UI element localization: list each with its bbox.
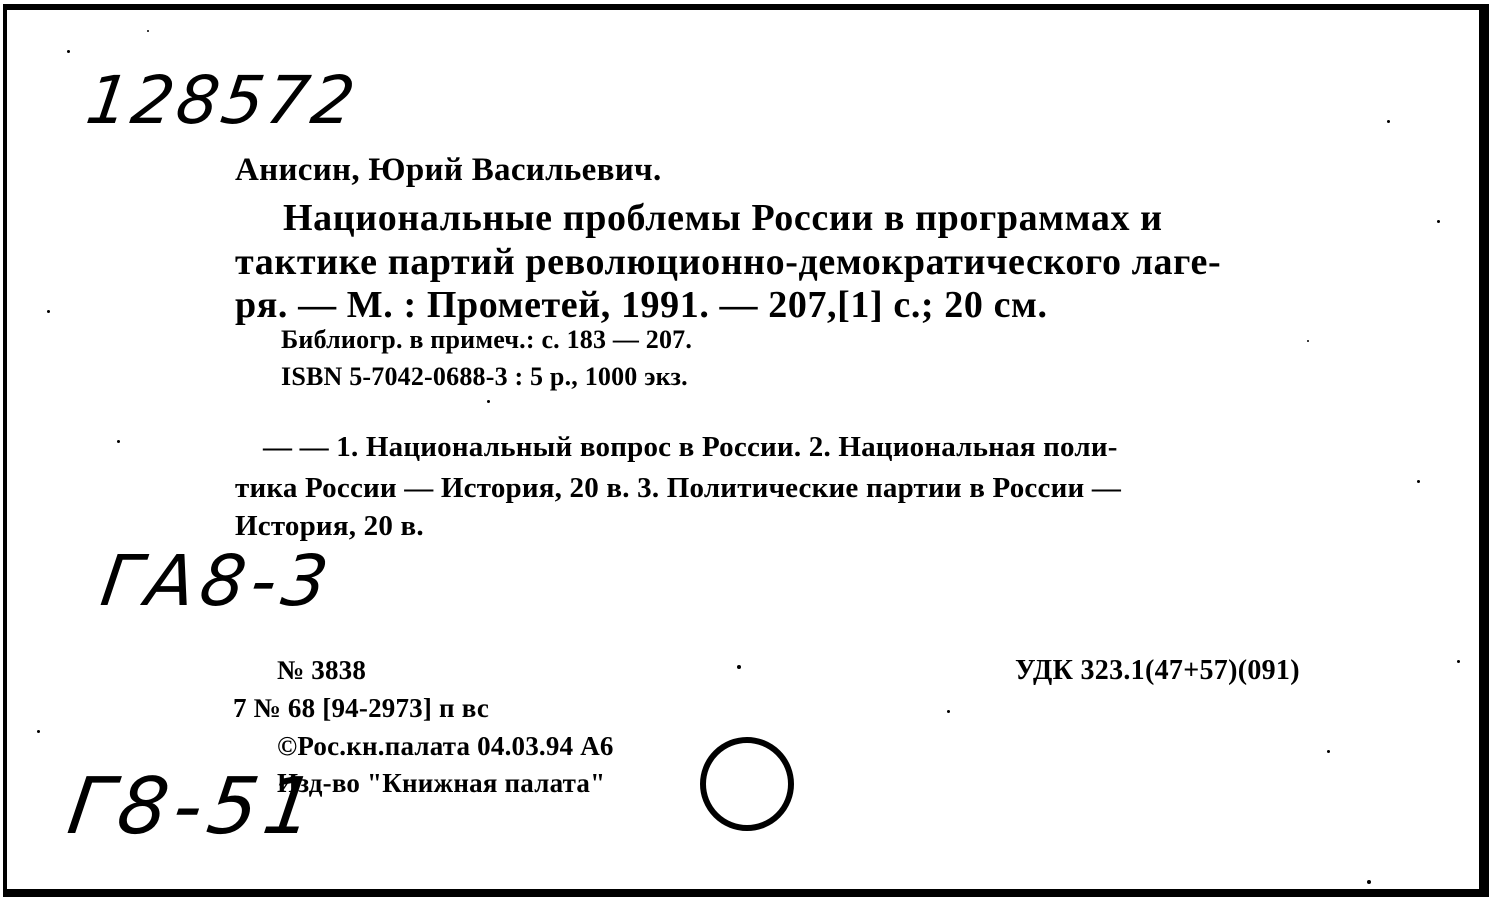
scan-speck: [1457, 660, 1460, 663]
print-run-line: 7 № 68 [94-2973] п вс: [233, 693, 490, 723]
title-line-1: Национальные проблемы России в программах и: [283, 197, 1163, 239]
scan-speck: [37, 730, 40, 733]
handwritten-shelf-mark-2: Г8-51: [62, 762, 326, 852]
scan-speck: [947, 710, 950, 713]
subject-line-1: — — 1. Национальный вопрос в России. 2. Национальная поли-: [263, 431, 1118, 463]
scan-speck: [1367, 880, 1371, 884]
scan-speck: [487, 400, 490, 403]
handwritten-accession-number: 128572: [81, 62, 363, 139]
publisher-line: Изд-во "Книжная палата": [277, 768, 606, 798]
title-line-3: ря. — М. : Прометей, 1991. — 207,[1] с.; 20 см.: [235, 284, 1048, 326]
scan-speck: [737, 665, 741, 669]
handwritten-shelf-mark-1: ГА8-3: [96, 540, 339, 622]
subject-line-2: тика России — История, 20 в. 3. Политические партии в России —: [235, 472, 1122, 504]
scan-speck: [67, 50, 70, 53]
scan-speck: [147, 30, 149, 32]
title-line-2: тактике партий революционно-демократического лаге-: [235, 241, 1222, 283]
isbn-note: ISBN 5-7042-0688-3 : 5 р., 1000 экз.: [281, 362, 688, 391]
bibliography-note: Библиогр. в примеч.: с. 183 — 207.: [281, 325, 693, 354]
copyright-line: ©Рос.кн.палата 04.03.94 А6: [277, 731, 614, 761]
scan-speck: [1387, 120, 1390, 123]
scan-speck: [1307, 340, 1309, 342]
scan-speck: [1417, 480, 1420, 483]
catalog-card: [3, 4, 1489, 897]
udk-classification: УДК 323.1(47+57)(091): [1015, 655, 1300, 686]
card-number: № 3838: [277, 655, 367, 685]
scan-speck: [47, 310, 50, 313]
scan-speck: [1437, 220, 1440, 223]
scan-speck: [117, 440, 120, 443]
subject-line-3: История, 20 в.: [235, 510, 424, 542]
card-punch-hole: [700, 737, 794, 831]
scan-speck: [1327, 750, 1330, 753]
author-heading: Анисин, Юрий Васильевич.: [235, 152, 662, 188]
